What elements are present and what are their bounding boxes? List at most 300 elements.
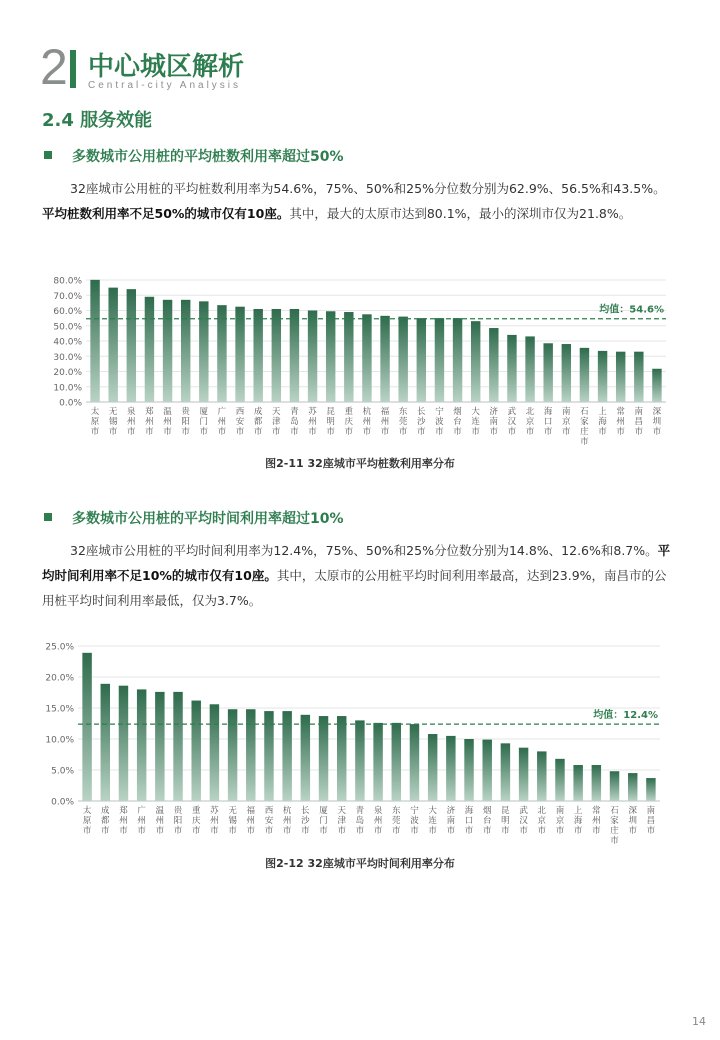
x-tick-char: 海 — [598, 417, 607, 427]
bar — [191, 701, 200, 801]
x-tick-char: 广 — [137, 806, 146, 816]
bar — [634, 352, 643, 402]
x-tick-char: 门 — [319, 816, 328, 826]
x-tick-char: 长 — [301, 806, 310, 816]
x-tick-char: 昌 — [634, 417, 644, 427]
x-tick-char: 津 — [337, 816, 346, 826]
x-tick-char: 原 — [90, 417, 100, 427]
x-tick-label — [562, 406, 571, 437]
x-tick-char: 市 — [362, 427, 372, 437]
x-tick-label — [119, 805, 128, 836]
x-tick-char: 波 — [435, 417, 444, 427]
bar — [471, 321, 480, 402]
x-tick-char: 州 — [592, 816, 601, 826]
y-tick-label: 25.0% — [45, 642, 74, 653]
x-tick-char: 口 — [464, 816, 474, 826]
x-tick-char: 太 — [90, 407, 100, 417]
bar — [344, 312, 353, 402]
y-tick-label: 20.0% — [53, 368, 82, 378]
x-tick-char: 深 — [628, 806, 637, 816]
bar — [145, 297, 154, 402]
bar — [272, 309, 281, 402]
x-tick-char: 市 — [108, 427, 118, 437]
x-tick-char: 州 — [145, 417, 154, 427]
x-tick-char: 郑 — [119, 806, 128, 816]
x-tick-char: 济 — [446, 806, 456, 816]
x-tick-char: 京 — [525, 417, 535, 427]
x-tick-char: 市 — [264, 826, 274, 836]
x-tick-char: 市 — [489, 427, 499, 437]
x-tick-char: 州 — [308, 417, 317, 427]
x-tick-char: 市 — [235, 427, 245, 437]
x-tick-char: 州 — [210, 816, 219, 826]
x-tick-label — [501, 806, 510, 836]
bar — [373, 723, 382, 801]
bar — [417, 318, 426, 402]
x-tick-char: 阳 — [173, 816, 183, 826]
x-tick-char: 莞 — [398, 417, 408, 427]
x-tick-char: 市 — [616, 427, 625, 437]
bar — [598, 351, 607, 402]
x-tick-char: 州 — [616, 417, 625, 427]
bar — [127, 289, 136, 402]
x-tick-char: 市 — [471, 427, 480, 437]
x-tick-char: 杭 — [282, 806, 292, 816]
bar — [155, 692, 164, 801]
x-tick-label — [109, 407, 118, 437]
bar — [610, 771, 619, 801]
paragraph-1-bold: 平均桩数利用率不足50%的城市仅有10座。 — [42, 206, 290, 221]
x-tick-char: 福 — [380, 407, 390, 417]
x-tick-char: 市 — [482, 826, 492, 836]
x-tick-char: 阳 — [181, 417, 190, 427]
bar — [453, 318, 462, 402]
bar — [646, 778, 655, 801]
bar — [507, 335, 516, 402]
x-tick-char: 市 — [272, 427, 281, 437]
x-tick-char: 莞 — [392, 816, 401, 826]
bar — [210, 704, 219, 801]
x-tick-char: 市 — [507, 427, 517, 437]
x-tick-char: 贵 — [181, 407, 190, 417]
x-tick-char: 海 — [573, 816, 583, 826]
x-tick-label — [290, 406, 299, 437]
paragraph-2 — [42, 538, 678, 613]
x-tick-char: 圳 — [652, 417, 662, 427]
x-tick-char: 州 — [362, 417, 372, 427]
x-tick-char: 州 — [217, 417, 227, 427]
x-tick-char: 市 — [290, 427, 299, 437]
x-tick-label — [616, 406, 625, 437]
paragraph-2-text-a: 32座城市公用桩的平均时间利用率为12.4%，75%、50%和25%分位数分别为14.8%、12.6%和8.7%。 — [70, 543, 658, 558]
bar — [489, 328, 498, 402]
chart-2 — [0, 636, 720, 851]
x-tick-label — [580, 407, 589, 447]
x-tick-char: 长 — [417, 407, 426, 417]
x-tick-label — [192, 805, 201, 836]
y-tick-label: 5.0% — [51, 766, 74, 777]
bar — [101, 684, 110, 801]
x-tick-label — [83, 805, 92, 836]
x-tick-char: 市 — [555, 826, 565, 836]
chart-1 — [0, 272, 720, 452]
x-tick-char: 市 — [326, 427, 335, 437]
subsection-heading-2 — [44, 508, 344, 528]
x-tick-label — [174, 805, 183, 836]
bar — [119, 686, 128, 801]
x-tick-label — [653, 407, 662, 437]
x-tick-char: 宁 — [410, 806, 419, 816]
x-tick-char: 市 — [355, 826, 365, 836]
x-tick-char: 市 — [646, 826, 656, 836]
x-tick-label — [610, 806, 619, 846]
bar — [290, 309, 299, 402]
x-tick-char: 市 — [163, 427, 172, 437]
x-tick-char: 南 — [489, 417, 499, 427]
x-tick-char: 苏 — [308, 407, 317, 417]
x-tick-label — [399, 406, 408, 437]
x-tick-char: 南 — [634, 407, 644, 417]
average-label: 均值：54.6% — [599, 304, 664, 316]
x-tick-char: 无 — [228, 806, 237, 816]
x-tick-char: 成 — [253, 407, 263, 417]
chart-1-svg — [0, 272, 720, 452]
x-tick-char: 泉 — [127, 407, 136, 417]
bar — [537, 751, 546, 801]
x-tick-char: 上 — [573, 806, 583, 816]
y-tick-label: 0.0% — [51, 797, 74, 808]
x-tick-char: 市 — [598, 427, 607, 437]
x-tick-char: 深 — [652, 407, 662, 417]
chapter-accent-bar — [70, 50, 76, 88]
x-tick-char: 台 — [453, 417, 462, 427]
x-tick-char: 庄 — [580, 427, 589, 437]
bar — [410, 724, 419, 801]
x-tick-char: 市 — [90, 427, 100, 437]
x-tick-char: 市 — [464, 826, 474, 836]
x-tick-label — [301, 806, 310, 836]
bar — [616, 352, 625, 402]
x-tick-char: 海 — [543, 407, 553, 417]
x-tick-char: 市 — [446, 826, 456, 836]
x-tick-label — [465, 805, 474, 836]
x-tick-label — [508, 406, 517, 437]
x-tick-label — [410, 805, 419, 836]
x-tick-char: 庄 — [610, 826, 619, 836]
x-tick-char: 京 — [555, 816, 565, 826]
bar — [573, 765, 582, 801]
y-tick-label: 10.0% — [53, 383, 82, 394]
x-tick-char: 原 — [82, 816, 92, 826]
x-tick-char: 市 — [543, 427, 553, 437]
x-tick-char: 明 — [326, 417, 335, 427]
bar — [326, 311, 335, 402]
x-tick-char: 市 — [410, 826, 419, 836]
x-tick-char: 贵 — [173, 806, 183, 816]
bar — [228, 709, 237, 801]
average-label: 均值：12.4% — [593, 710, 658, 722]
x-tick-label — [428, 805, 437, 836]
x-tick-char: 市 — [119, 826, 128, 836]
bar — [628, 773, 637, 801]
paragraph-2-text-b: 其中，太原市的公用桩平均时间利用率最高，达到23.9%，南昌市的公用桩平均时间利用率最低，仅为3.7%。 — [42, 568, 667, 608]
x-tick-char: 市 — [628, 826, 637, 836]
bar — [235, 307, 244, 402]
x-tick-label — [156, 806, 165, 836]
x-tick-char: 口 — [543, 417, 553, 427]
x-tick-label — [137, 805, 146, 836]
bar — [362, 314, 371, 402]
x-tick-char: 市 — [101, 826, 110, 836]
x-tick-char: 台 — [482, 816, 492, 826]
bar — [337, 716, 346, 801]
x-tick-label — [181, 406, 190, 437]
x-tick-char: 波 — [410, 816, 419, 826]
x-tick-char: 常 — [616, 407, 625, 417]
paragraph-2-bold: 平均时间利用率不足10%的城市仅有10座。 — [42, 543, 671, 583]
x-tick-char: 锡 — [228, 816, 237, 826]
x-tick-char: 市 — [173, 826, 183, 836]
x-tick-label — [308, 406, 317, 437]
x-tick-char: 苏 — [210, 806, 219, 816]
x-tick-char: 杭 — [362, 407, 372, 417]
x-tick-char: 温 — [155, 806, 165, 816]
bar — [246, 709, 255, 801]
bar — [398, 317, 407, 402]
bar — [380, 316, 389, 402]
bar — [90, 280, 99, 402]
x-tick-label — [417, 407, 426, 437]
x-tick-char: 常 — [592, 806, 601, 816]
bar — [199, 301, 208, 402]
x-tick-char: 连 — [471, 417, 480, 427]
x-tick-label — [210, 805, 219, 836]
x-tick-char: 安 — [235, 417, 245, 427]
x-tick-char: 石 — [610, 806, 619, 816]
bar — [392, 723, 401, 801]
x-tick-char: 汉 — [519, 816, 528, 826]
bar — [435, 318, 444, 402]
x-tick-char: 市 — [228, 826, 237, 836]
x-tick-char: 市 — [435, 427, 444, 437]
x-tick-char: 市 — [519, 826, 528, 836]
bar — [217, 305, 226, 402]
x-tick-char: 州 — [380, 417, 390, 427]
x-tick-char: 青 — [355, 806, 365, 816]
x-tick-char: 太 — [82, 806, 92, 816]
x-tick-char: 京 — [537, 816, 547, 826]
bar — [163, 300, 172, 402]
bar — [181, 300, 190, 402]
x-tick-char: 州 — [163, 417, 172, 427]
x-tick-label — [447, 805, 456, 836]
x-tick-char: 州 — [373, 816, 383, 826]
x-tick-label — [628, 806, 637, 836]
chart-1-caption: 图2-11 32座城市平均桩数利用率分布 — [265, 457, 455, 470]
x-tick-char: 厦 — [319, 806, 328, 816]
x-tick-char: 州 — [127, 417, 136, 427]
bar — [428, 734, 437, 801]
y-tick-label: 50.0% — [53, 322, 82, 333]
x-tick-char: 市 — [392, 826, 401, 836]
x-tick-char: 济 — [489, 407, 499, 417]
x-tick-char: 市 — [282, 826, 292, 836]
bullet-square-icon — [44, 513, 52, 521]
x-tick-char: 重 — [344, 407, 354, 417]
x-tick-label — [236, 407, 245, 437]
x-tick-label — [526, 406, 535, 437]
chapter-subtitle: Central-city Analysis — [88, 80, 242, 91]
bar — [137, 689, 146, 801]
x-tick-char: 明 — [501, 816, 510, 826]
bar — [525, 336, 534, 402]
bar — [446, 736, 455, 801]
x-tick-label — [247, 805, 256, 836]
x-tick-label — [592, 805, 601, 836]
chart-2-svg — [0, 636, 720, 851]
x-tick-char: 市 — [537, 826, 547, 836]
bar — [501, 743, 510, 801]
x-tick-char: 市 — [373, 826, 383, 836]
x-tick-char: 市 — [428, 826, 437, 836]
x-tick-char: 烟 — [482, 806, 492, 816]
x-tick-char: 沙 — [417, 417, 426, 427]
x-tick-label — [356, 805, 365, 836]
x-tick-char: 州 — [282, 816, 292, 826]
x-tick-char: 西 — [235, 407, 245, 417]
y-tick-label: 40.0% — [53, 337, 82, 348]
bar — [253, 309, 262, 402]
x-tick-char: 岛 — [355, 816, 365, 826]
x-tick-label — [319, 805, 328, 836]
x-tick-char: 市 — [137, 826, 146, 836]
bar — [519, 748, 528, 801]
x-tick-char: 汉 — [507, 417, 517, 427]
x-tick-label — [374, 805, 383, 836]
y-tick-label: 60.0% — [53, 307, 82, 317]
x-tick-char: 州 — [137, 816, 146, 826]
x-tick-char: 市 — [634, 427, 644, 437]
x-tick-char: 市 — [344, 427, 354, 437]
x-tick-char: 市 — [181, 427, 190, 437]
x-tick-char: 市 — [525, 427, 535, 437]
x-tick-char: 西 — [264, 806, 274, 816]
x-tick-char: 东 — [392, 806, 401, 816]
x-tick-label — [519, 805, 528, 836]
bar — [301, 715, 310, 801]
x-tick-char: 昆 — [501, 806, 510, 816]
x-tick-char: 市 — [398, 427, 408, 437]
chapter-title: 中心城区解析 — [88, 52, 245, 82]
x-tick-char: 津 — [272, 417, 281, 427]
x-tick-char: 昌 — [646, 816, 656, 826]
x-tick-char: 厦 — [199, 407, 209, 417]
bar — [108, 288, 117, 402]
x-tick-char: 市 — [380, 427, 390, 437]
bullet-square-icon — [44, 151, 52, 159]
x-tick-label — [91, 406, 100, 437]
bar — [319, 716, 328, 801]
x-tick-char: 市 — [592, 826, 601, 836]
x-tick-char: 市 — [253, 427, 263, 437]
x-tick-label — [635, 406, 644, 437]
x-tick-label — [254, 406, 263, 437]
x-tick-label — [556, 805, 565, 836]
x-tick-label — [283, 805, 292, 836]
y-tick-label: 70.0% — [53, 291, 82, 302]
x-tick-char: 市 — [155, 826, 165, 836]
x-tick-char: 市 — [453, 427, 462, 437]
x-tick-label — [101, 805, 110, 836]
bar — [355, 720, 364, 801]
x-tick-label — [392, 805, 401, 836]
x-tick-char: 市 — [562, 427, 571, 437]
x-tick-char: 京 — [562, 417, 571, 427]
x-tick-char: 大 — [428, 806, 437, 816]
x-tick-char: 市 — [127, 427, 136, 437]
x-tick-label — [381, 406, 390, 437]
x-tick-char: 庆 — [191, 816, 201, 826]
x-tick-char: 市 — [501, 826, 510, 836]
paragraph-1-text-b: 其中，最大的太原市达到80.1%，最小的深圳市仅为21.8%。 — [289, 206, 632, 221]
x-tick-char: 家 — [580, 417, 589, 427]
x-tick-label — [163, 407, 172, 437]
bar — [652, 369, 661, 402]
x-tick-char: 武 — [507, 407, 517, 417]
bar — [464, 739, 473, 801]
x-tick-label — [538, 805, 547, 836]
x-tick-char: 昆 — [326, 407, 335, 417]
x-tick-char: 岛 — [290, 417, 299, 427]
x-tick-label — [471, 406, 480, 437]
bar — [482, 740, 491, 801]
x-tick-char: 重 — [191, 806, 201, 816]
x-tick-char: 州 — [119, 816, 128, 826]
y-tick-label: 80.0% — [53, 276, 82, 287]
bar — [555, 759, 564, 801]
x-tick-char: 福 — [246, 806, 256, 816]
x-tick-char: 市 — [191, 826, 201, 836]
x-tick-char: 市 — [652, 427, 662, 437]
x-tick-char: 成 — [101, 806, 110, 816]
x-tick-char: 市 — [319, 826, 328, 836]
x-tick-char: 锡 — [108, 417, 118, 427]
bar — [173, 692, 182, 801]
section-title: 2.4 服务效能 — [42, 110, 153, 131]
x-tick-char: 天 — [337, 806, 346, 816]
x-tick-char: 市 — [82, 826, 92, 836]
x-tick-label — [574, 805, 583, 836]
x-tick-label — [435, 406, 444, 437]
y-tick-label: 15.0% — [45, 704, 74, 715]
bar — [592, 765, 601, 801]
x-tick-char: 上 — [598, 407, 607, 417]
x-tick-char: 温 — [163, 407, 172, 417]
x-tick-char: 南 — [446, 816, 456, 826]
x-tick-char: 北 — [537, 806, 547, 816]
x-tick-char: 大 — [471, 407, 480, 417]
x-tick-char: 安 — [264, 816, 274, 826]
x-tick-label — [218, 406, 227, 437]
x-tick-char: 市 — [580, 437, 589, 447]
x-tick-label — [127, 406, 136, 437]
x-tick-label — [453, 406, 462, 437]
x-tick-label — [647, 805, 656, 836]
paragraph-1 — [42, 176, 678, 226]
x-tick-char: 市 — [337, 826, 346, 836]
x-tick-label — [337, 806, 346, 836]
x-tick-char: 青 — [290, 407, 299, 417]
